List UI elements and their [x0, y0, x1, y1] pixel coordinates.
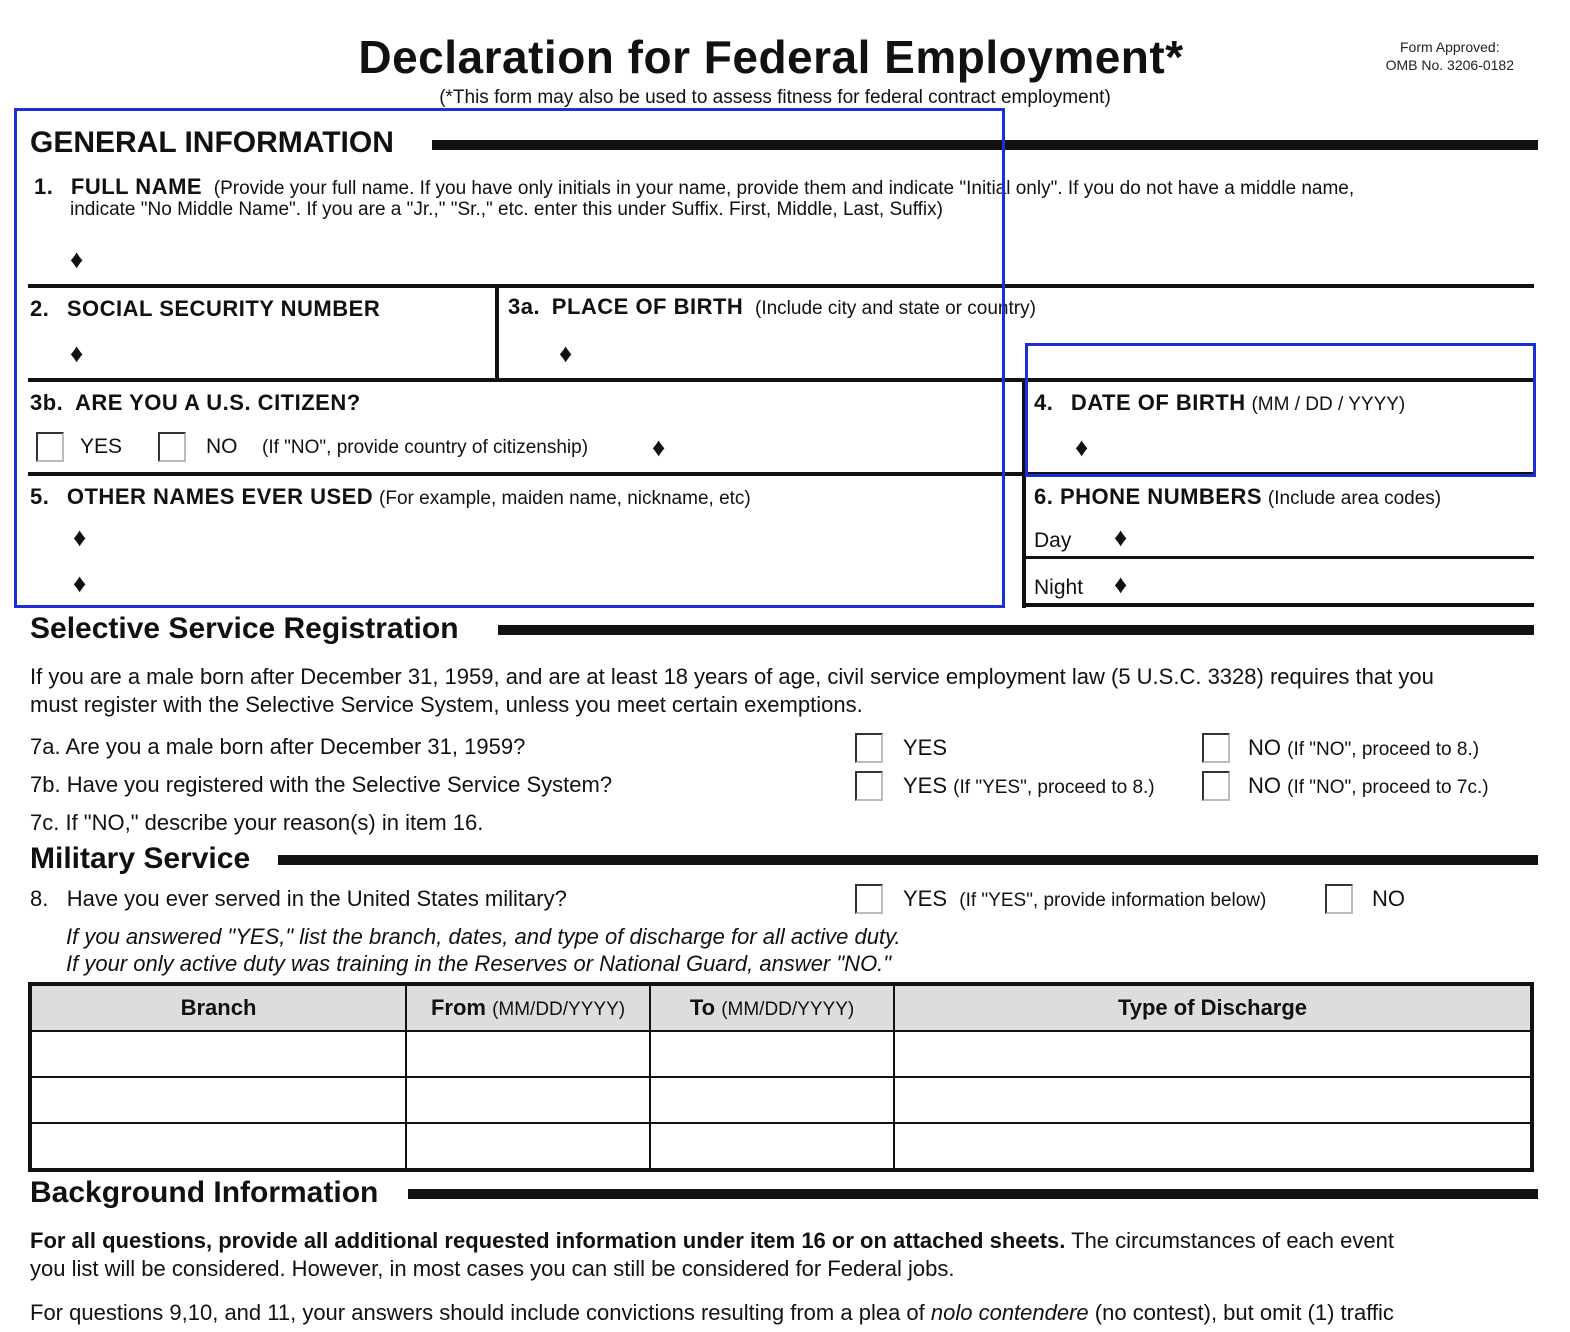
background-information-heading: Background Information — [30, 1176, 379, 1209]
row-divider — [1024, 603, 1534, 607]
q4-title: DATE OF BIRTH — [1070, 390, 1246, 415]
row-divider — [1024, 556, 1534, 559]
background-p1-bold: For all questions, provide all additional requested information under item 16 or on attached sheets. — [30, 1228, 1066, 1253]
background-p1-line2: you list will be considered. However, in most cases you can still be considered for Federal jobs. — [30, 1256, 955, 1281]
q8-no-checkbox[interactable] — [1325, 884, 1353, 914]
q1-instructions-line2: indicate "No Middle Name". If you are a "Jr.," "Sr.," etc. enter this under Suffix. First, Middle, Last, Suffix) — [70, 199, 943, 220]
phone-night-label: Night — [1034, 576, 1084, 599]
q4-number: 4. — [1034, 390, 1054, 415]
background-p2-a: For questions 9,10, and 11, your answers should include convictions resulting from a plea of — [30, 1300, 931, 1325]
q3b-number: 3b. — [30, 390, 64, 415]
military-note-1: If you answered "YES," list the branch, dates, and type of discharge for all active duty. — [66, 924, 901, 949]
selective-service-heading: Selective Service Registration — [30, 612, 459, 645]
q7a-no-text: NO — [1248, 735, 1281, 760]
q5-hint: (For example, maiden name, nickname, etc) — [379, 488, 751, 509]
column-header-to — [650, 984, 894, 1031]
background-p2-b: (no contest), but omit (1) traffic — [1088, 1300, 1394, 1325]
form-approved-label: Form Approved: — [1399, 39, 1500, 55]
military-note-2: If your only active duty was training in the Reserves or National Guard, answer "NO." — [66, 951, 892, 976]
from-hint: (MM/DD/YYYY) — [492, 999, 626, 1020]
q8-number: 8. — [30, 886, 49, 911]
general-information-heading: GENERAL INFORMATION — [30, 126, 394, 159]
highlight-box-dob — [1025, 343, 1536, 477]
branch-cell[interactable] — [30, 1031, 406, 1077]
table-header-row — [30, 984, 1532, 1031]
q3a-title: PLACE OF BIRTH — [551, 294, 744, 319]
q8-no-label: NO — [1372, 886, 1405, 911]
other-names-field-2[interactable]: ♦ — [73, 568, 87, 598]
column-header-discharge: Type of Discharge — [894, 984, 1532, 1031]
q7c-text: 7c. If "NO," describe your reason(s) in item 16. — [30, 810, 484, 835]
selective-intro-line1: If you are a male born after December 31, 1959, and are at least 18 years of age, civil service employment law (5 U.S.C. 3328) requires that you — [30, 664, 1434, 689]
q4-hint: (MM / DD / YYYY) — [1251, 394, 1406, 415]
q7b-no-hint: (If "NO", proceed to 7c.) — [1287, 777, 1489, 798]
table-row — [30, 1077, 1532, 1123]
from-title: From — [430, 995, 486, 1020]
q3b-title: ARE YOU A U.S. CITIZEN? — [74, 390, 361, 415]
q7b-yes-text: YES — [903, 773, 948, 798]
q7a-no-hint: (If "NO", proceed to 8.) — [1287, 739, 1480, 760]
table-row — [30, 1123, 1532, 1170]
q7b-no-label — [1248, 773, 1489, 799]
q7a-no-label — [1248, 735, 1479, 761]
from-cell[interactable] — [406, 1077, 650, 1123]
citizen-no-hint: (If "NO", provide country of citizenship) — [262, 437, 589, 458]
form-title: Declaration for Federal Employment* — [358, 31, 1184, 83]
background-p1-rest: The circumstances of each event — [1065, 1228, 1394, 1253]
q7a-no-checkbox[interactable] — [1202, 733, 1230, 763]
from-cell[interactable] — [406, 1123, 650, 1170]
q7a-text: 7a. Are you a male born after December 31, 1959? — [30, 734, 526, 759]
q8-yes-checkbox[interactable] — [855, 884, 883, 914]
background-paragraph-1 — [30, 1227, 1394, 1283]
section-rule — [498, 625, 1534, 635]
selective-intro — [30, 663, 1540, 719]
citizen-no-label: NO — [206, 435, 238, 458]
discharge-cell[interactable] — [894, 1031, 1532, 1077]
place-of-birth-field[interactable]: ♦ — [559, 338, 573, 368]
q7a-yes-label: YES — [903, 735, 948, 760]
other-names-field-1[interactable]: ♦ — [73, 522, 87, 552]
background-p2-italic: nolo contendere — [930, 1300, 1089, 1325]
to-hint: (MM/DD/YYYY) — [721, 999, 855, 1020]
to-cell[interactable] — [650, 1077, 894, 1123]
q1-instructions-line1: (Provide your full name. If you have only initials in your name, provide them and indicate "Initial only". If you do not have a middle name, — [213, 178, 1355, 199]
background-paragraph-2 — [30, 1299, 1394, 1327]
background-p1-line1 — [30, 1227, 1394, 1255]
q3a-hint: (Include city and state or country) — [755, 298, 1036, 319]
military-service-table — [28, 982, 1534, 1172]
q6-title: 6. PHONE NUMBERS — [1034, 484, 1263, 509]
q8-yes-hint: (If "YES", provide information below) — [959, 890, 1267, 911]
q1-title: FULL NAME — [70, 174, 203, 199]
discharge-cell[interactable] — [894, 1123, 1532, 1170]
form-subtitle: (*This form may also be used to assess fitness for federal contract employment) — [439, 87, 1111, 108]
to-title: To — [689, 995, 716, 1020]
date-of-birth-field[interactable]: ♦ — [1075, 432, 1089, 462]
discharge-cell[interactable] — [894, 1077, 1532, 1123]
q7b-yes-hint: (If "YES", proceed to 8.) — [953, 777, 1155, 798]
phone-day-label: Day — [1034, 529, 1072, 552]
country-of-citizenship-field[interactable]: ♦ — [652, 432, 666, 462]
full-name-field[interactable]: ♦ — [70, 244, 84, 274]
q7b-yes-label — [903, 773, 1155, 799]
q2-title: SOCIAL SECURITY NUMBER — [66, 296, 381, 321]
to-cell[interactable] — [650, 1123, 894, 1170]
from-cell[interactable] — [406, 1031, 650, 1077]
q6-hint: (Include area codes) — [1267, 488, 1442, 509]
q1-number: 1. — [34, 174, 54, 199]
q7b-yes-checkbox[interactable] — [855, 771, 883, 801]
omb-block — [1386, 38, 1514, 74]
column-header-from — [406, 984, 650, 1031]
q5-title: OTHER NAMES EVER USED — [66, 484, 374, 509]
q7b-no-text: NO — [1248, 773, 1281, 798]
citizen-yes-label: YES — [80, 435, 123, 458]
highlight-box-general — [14, 108, 1005, 608]
q6-label — [1034, 484, 1441, 510]
q8-label — [30, 886, 567, 912]
branch-cell[interactable] — [30, 1123, 406, 1170]
q8-yes-text: YES — [903, 886, 948, 911]
q3a-number: 3a. — [508, 294, 541, 319]
table-row — [30, 1031, 1532, 1077]
section-rule — [408, 1189, 1538, 1199]
q5-number: 5. — [30, 484, 50, 509]
q8-yes-label — [903, 886, 1266, 912]
column-header-branch: Branch — [30, 984, 406, 1031]
q7b-text: 7b. Have you registered with the Selective Service System? — [30, 772, 613, 797]
ssn-field[interactable]: ♦ — [70, 338, 84, 368]
military-service-heading: Military Service — [30, 842, 251, 875]
phone-night-field[interactable]: ♦ — [1114, 569, 1128, 599]
q2-number: 2. — [30, 296, 50, 321]
section-rule — [278, 855, 1538, 865]
q8-text: Have you ever served in the United States military? — [66, 886, 567, 911]
phone-day-field[interactable]: ♦ — [1114, 522, 1128, 552]
branch-cell[interactable] — [30, 1077, 406, 1123]
omb-number: OMB No. 3206-0182 — [1385, 57, 1514, 73]
q7a-yes-checkbox[interactable] — [855, 733, 883, 763]
q7b-no-checkbox[interactable] — [1202, 771, 1230, 801]
selective-intro-line2: must register with the Selective Service System, unless you meet certain exemptions. — [30, 692, 863, 717]
to-cell[interactable] — [650, 1031, 894, 1077]
